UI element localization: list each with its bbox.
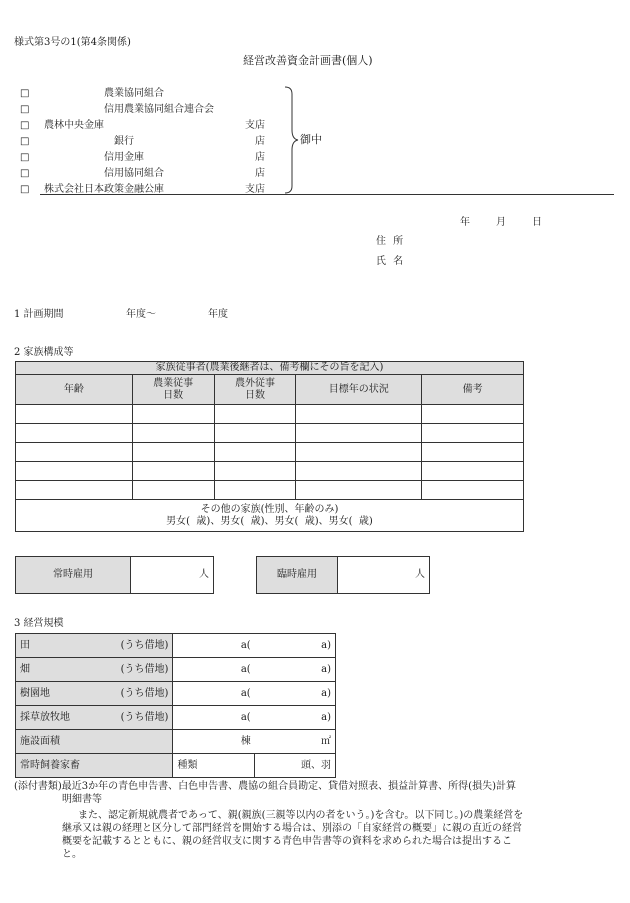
form-number: 様式第3号の1(第4条関係) <box>14 37 131 48</box>
date-day: 日 <box>532 217 542 228</box>
table-row[interactable] <box>16 405 524 424</box>
note-paragraph-line: 概要を記載するとともに、親の経営収支に関する青色申告書等の資料を求められた場合は提出するこ <box>62 836 512 847</box>
header-age: 年齢 <box>16 375 133 405</box>
institution-checkbox[interactable]: □ <box>20 184 30 195</box>
scale-row <box>16 634 336 658</box>
institution-branch: 店 <box>255 168 265 179</box>
institution-name: 農林中央金庫 <box>44 120 104 131</box>
family-table-title: 家族従事者(農業後継者は、備考欄にその旨を記入) <box>16 362 524 375</box>
family-table <box>15 361 524 532</box>
section2-label: 2 家族構成等 <box>14 347 74 358</box>
scale-unit2[interactable]: a) <box>255 682 336 706</box>
gochu: 御中 <box>300 133 322 146</box>
note-paragraph-line: また、認定新規就農者であって、親(親族(三親等以内の者をいう。)を含む。以下同じ。)の農業経営を <box>78 810 524 821</box>
livestock-label: 常時飼養家畜 <box>16 754 173 778</box>
scale-row <box>16 658 336 682</box>
section1-label: 1 計画期間 <box>14 309 64 320</box>
temp-employment-unit[interactable]: 人 <box>338 557 430 594</box>
livestock-kind[interactable]: 種類 <box>173 754 255 778</box>
scale-unit1[interactable]: a( <box>173 682 255 706</box>
brace <box>283 86 299 194</box>
attachments-note-cont: 明細書等 <box>62 794 102 805</box>
scale-unit2[interactable]: a) <box>255 706 336 730</box>
institution-name: 株式会社日本政策金融公庫 <box>44 184 164 195</box>
header-notes: 備考 <box>422 375 524 405</box>
scale-unit2[interactable]: a) <box>255 634 336 658</box>
section3-label: 3 経営規模 <box>14 618 64 629</box>
institution-checkbox[interactable]: □ <box>20 104 30 115</box>
note-paragraph-line: と。 <box>62 849 82 860</box>
institution-branch: 店 <box>255 152 265 163</box>
scale-row-label: 樹園地 (うち借地) <box>16 682 173 706</box>
date-year: 年 <box>460 217 470 228</box>
date-month: 月 <box>496 217 506 228</box>
institution-name: 農業協同組合 <box>104 88 164 99</box>
temp-employment-box <box>256 556 430 594</box>
period-to: 年度 <box>208 309 228 320</box>
scale-unit1[interactable]: a( <box>173 658 255 682</box>
divider <box>40 194 614 195</box>
facility-row <box>16 730 336 754</box>
institution-checkbox[interactable]: □ <box>20 136 30 147</box>
livestock-unit[interactable]: 頭、羽 <box>255 754 336 778</box>
institution-branch: 店 <box>255 136 265 147</box>
scale-unit1[interactable]: a( <box>173 706 255 730</box>
page-title: 経営改善資金計画書(個人) <box>243 54 373 67</box>
institution-name: 信用農業協同組合連合会 <box>104 104 214 115</box>
scale-row <box>16 682 336 706</box>
institution-checkbox[interactable]: □ <box>20 168 30 179</box>
institution-checkbox[interactable]: □ <box>20 152 30 163</box>
scale-unit1[interactable]: a( <box>173 634 255 658</box>
institution-checkbox[interactable]: □ <box>20 120 30 131</box>
regular-employment-unit[interactable]: 人 <box>131 557 214 594</box>
facility-label: 施設面積 <box>16 730 173 754</box>
note-paragraph-line: 継承又は親の経理と区分して部門経営を開始する場合は、別添の「自家経営の概要」に親の直近の経営 <box>62 823 522 834</box>
header-offfarm-days: 農外従事 日数 <box>214 375 296 405</box>
scale-row <box>16 706 336 730</box>
regular-employment-label: 常時雇用 <box>16 557 131 594</box>
facility-unit1[interactable]: 棟 <box>173 730 255 754</box>
scale-unit2[interactable]: a) <box>255 658 336 682</box>
scale-table <box>15 633 336 778</box>
institution-name: 信用金庫 <box>104 152 144 163</box>
institution-name: 信用協同組合 <box>104 168 164 179</box>
livestock-row <box>16 754 336 778</box>
header-farm-days: 農業従事 日数 <box>132 375 214 405</box>
temp-employment-label: 臨時雇用 <box>257 557 338 594</box>
institution-branch: 支店 <box>245 120 265 131</box>
name-label: 氏 名 <box>376 256 406 267</box>
address-label: 住 所 <box>376 236 406 247</box>
other-family-line: 男女( 歳)、男女( 歳)、男女( 歳)、男女( 歳) <box>166 515 373 527</box>
other-family-cell <box>16 500 524 532</box>
facility-unit2[interactable]: ㎡ <box>255 730 336 754</box>
regular-employment-box <box>15 556 214 594</box>
institution-branch: 支店 <box>245 184 265 195</box>
period-from: 年度〜 <box>126 309 156 320</box>
attachments-note: (添付書類)最近3か年の青色申告書、白色申告書、農協の組合員勘定、貸借対照表、損益計算書、所得(損失)計算 <box>14 781 516 792</box>
scale-row-label: 採草放牧地 (うち借地) <box>16 706 173 730</box>
other-family-title: その他の家族(性別、年齢のみ) <box>200 503 339 515</box>
table-row[interactable] <box>16 424 524 443</box>
scale-row-label: 畑 (うち借地) <box>16 658 173 682</box>
institution-checkbox[interactable]: □ <box>20 88 30 99</box>
table-row[interactable] <box>16 443 524 462</box>
scale-row-label: 田 (うち借地) <box>16 634 173 658</box>
table-row[interactable] <box>16 462 524 481</box>
header-target-status: 目標年の状況 <box>296 375 422 405</box>
institution-name: 銀行 <box>114 136 134 147</box>
table-row[interactable] <box>16 481 524 500</box>
